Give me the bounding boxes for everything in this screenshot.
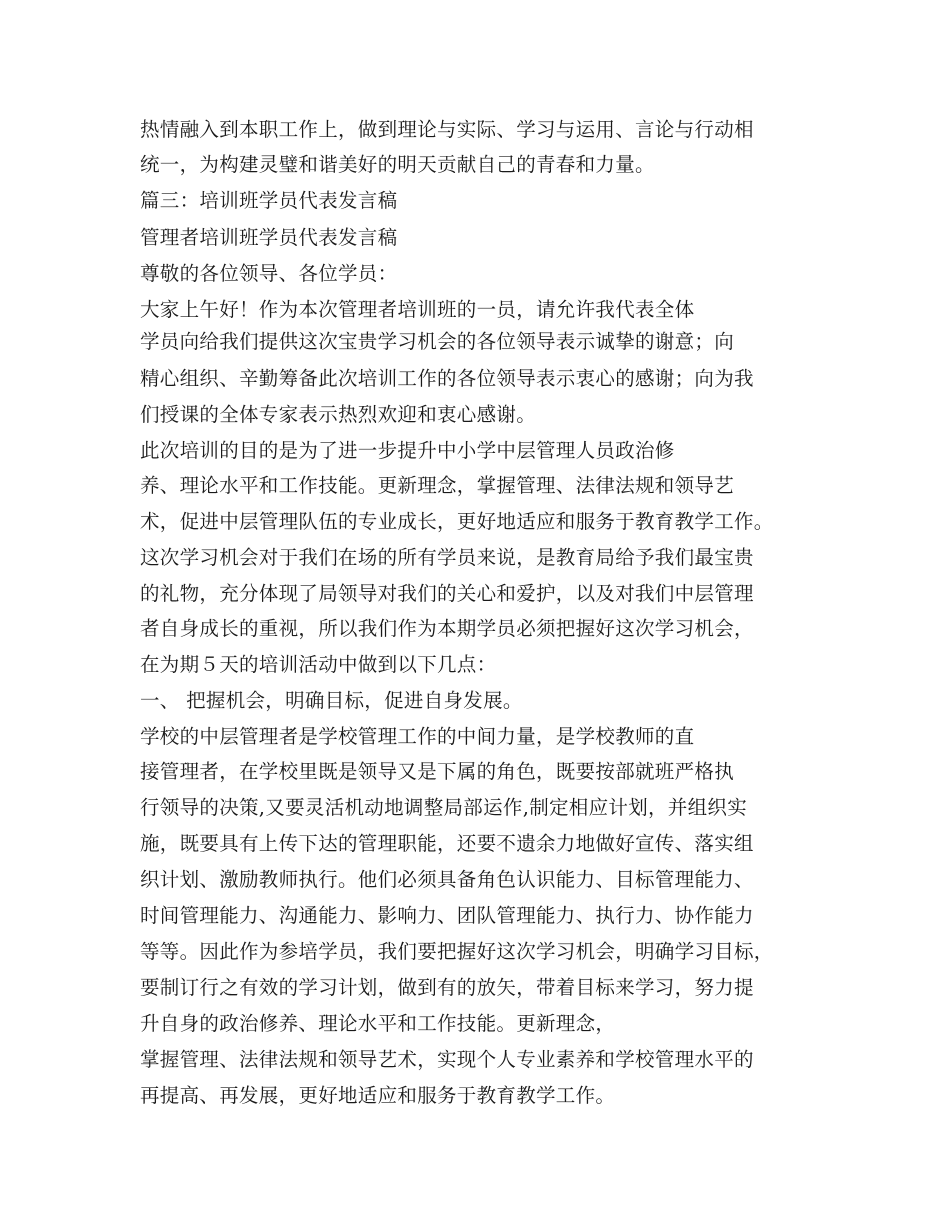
section-heading: 篇三：培训班学员代表发言稿 <box>140 189 398 212</box>
text-line: 此次培训的目的是为了进一步提升中小学中层管理人员政治修 <box>140 439 675 462</box>
salutation: 尊敬的各位领导、各位学员： <box>140 262 398 285</box>
text-line: 等等。因此作为参培学员，我们要把握好这次学习机会，明确学习目标， <box>140 940 774 963</box>
speech-title: 管理者培训班学员代表发言稿 <box>140 226 398 249</box>
text-line: 术，促进中层管理队伍的专业成长，更好地适应和服务于教育教学工作。 <box>140 510 774 533</box>
text-line: 织计划、激励教师执行。他们必须具备角色认识能力、目标管理能力、 <box>140 868 754 891</box>
text-line: 掌握管理、法律法规和领导艺术，实现个人专业素养和学校管理水平的 <box>140 1048 754 1071</box>
text-line: 升自身的政治修养、理论水平和工作技能。更新理念， <box>140 1012 616 1035</box>
text-line: 时间管理能力、沟通能力、影响力、团队管理能力、执行力、协作能力 <box>140 904 754 927</box>
text-line: 者自身成长的重视，所以我们作为本期学员必须把握好这次学习机会， <box>140 617 754 640</box>
text-line: 养、理论水平和工作技能。更新理念，掌握管理、法律法规和领导艺 <box>140 474 735 497</box>
text-line: 统一，为构建灵璧和谐美好的明天贡献自己的青春和力量。 <box>140 153 655 176</box>
text-line: 接管理者，在学校里既是领导又是下属的角色，既要按部就班严格执 <box>140 760 735 783</box>
text-line: 要制订行之有效的学习计划，做到有的放矢，带着目标来学习，努力提 <box>140 976 754 999</box>
text-line: 学员向给我们提供这次宝贵学习机会的各位领导表示诚挚的谢意；向 <box>140 330 735 353</box>
text-line: 学校的中层管理者是学校管理工作的中间力量，是学校教师的直 <box>140 725 695 748</box>
text-line: 们授课的全体专家表示热烈欢迎和衷心感谢。 <box>140 403 537 426</box>
text-line: 施，既要具有上传下达的管理职能，还要不遗余力地做好宣传、落实组 <box>140 832 754 855</box>
text-line: 大家上午好！作为本次管理者培训班的一员，请允许我代表全体 <box>140 298 695 321</box>
text-line: 热情融入到本职工作上，做到理论与实际、学习与运用、言论与行动相 <box>140 118 754 141</box>
text-line: 精心组织、辛勤筹备此次培训工作的各位领导表示衷心的感谢；向为我 <box>140 367 754 390</box>
text-line: 再提高、再发展，更好地适应和服务于教育教学工作。 <box>140 1084 616 1107</box>
text-line: 在为期５天的培训活动中做到以下几点： <box>140 653 497 676</box>
text-line: 这次学习机会对于我们在场的所有学员来说，是教育局给予我们最宝贵 <box>140 546 754 569</box>
text-line: 的礼物，充分体现了局领导对我们的关心和爱护，以及对我们中层管理 <box>140 582 754 605</box>
list-heading: 一、 把握机会，明确目标，促进自身发展。 <box>140 689 523 712</box>
text-line: 行领导的决策,又要灵活机动地调整局部运作,制定相应计划，并组织实 <box>140 796 747 819</box>
